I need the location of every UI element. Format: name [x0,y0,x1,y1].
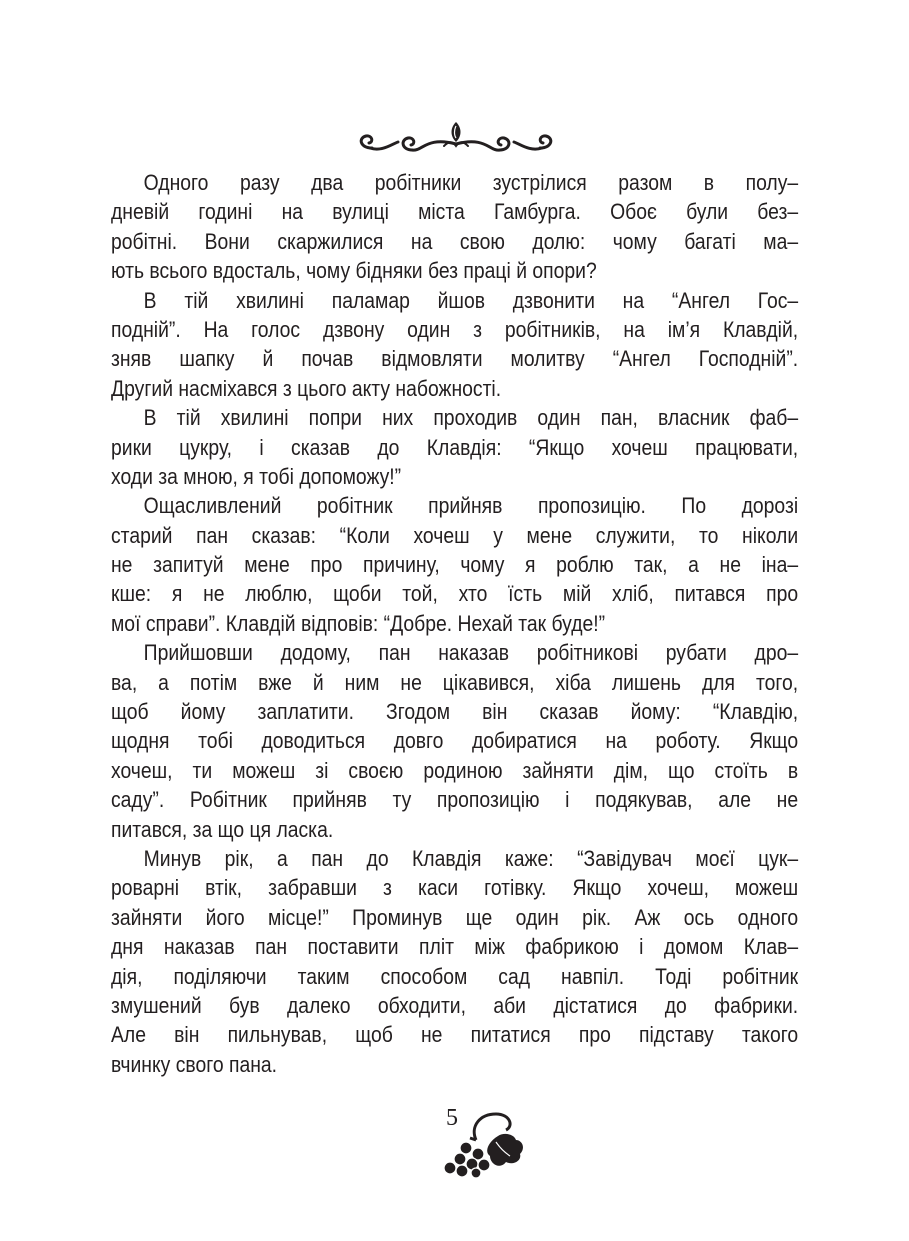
grape-vine-icon [440,1112,532,1178]
text-line: щоб йому заплатити. Згодом він сказав йому: “Клавдію, [111,699,799,725]
text-line: хочеш, ти можеш зі своєю родиною зайняти дім, що стоїть в [111,757,799,783]
scroll-flourish-icon [352,118,560,162]
text-line: не запитуй мене про причину, чому я роблю так, а не іна– [111,552,799,578]
text-line: дія, поділяючи таким способом сад навпіл. Тоді робітник [111,963,799,989]
text-line: робітні. Вони скаржилися на свою долю: чому багаті ма– [111,228,799,254]
paragraph [111,844,798,1079]
text-line: дня наказав пан поставити пліт між фабрикою і домом Клав– [111,934,799,960]
paragraph [111,491,798,638]
paragraph [111,638,798,844]
text-line: питався, за що ця ласка. [111,816,334,842]
text-line: ва, а потім вже й ним не цікавився, хіба лишень для того, [111,669,799,695]
text-line: мої справи”. Клавдій відповів: “Добре. Нехай так буде!” [111,610,606,636]
text-line: Другий насміхався з цього акту набожності. [111,375,502,401]
text-line: В тій хвилині паламар йшов дзвонити на “Ангел Гос– [143,287,799,313]
text-line: Ощасливлений робітник прийняв пропозицію. По дорозі [143,493,799,519]
text-line: подній”. На голос дзвону один з робітників, на ім’я Клавдій, [111,316,799,342]
text-line: роварні втік, забравши з каси готівку. Якщо хочеш, можеш [111,875,799,901]
text-line: Але він пильнував, щоб не питатися про підставу такого [111,1022,799,1048]
text-line: рики цукру, і сказав до Клавдія: “Якщо хочеш працювати, [111,434,799,460]
text-line: Прийшовши додому, пан наказав робітникові рубати дро– [143,640,799,666]
text-line: Минув рік, а пан до Клавдія каже: “Завідувач моєї цук– [143,845,799,871]
text-line: В тій хвилині попри них проходив один пан, власник фаб– [143,405,799,431]
text-line: вчинку свого пана. [111,1051,278,1077]
text-line: щодня тобі доводиться довго добиратися на роботу. Якщо [111,728,799,754]
body-text [111,168,799,1079]
text-line: Одного разу два робітники зустрілися разом в полу– [143,170,799,195]
text-line: саду”. Робітник прийняв ту пропозицію і подякував, але не [111,787,799,813]
text-line: кше: я не люблю, щоби той, хто їсть мій хліб, питався про [111,581,799,607]
paragraph [111,168,798,286]
text-line: дневій годині на вулиці міста Гамбурга. Обоє були без– [111,199,799,225]
text-line: зайняти його місце!” Проминув ще один рік. Аж ось одного [111,904,799,930]
text-line: змушений був далеко обходити, аби дістатися до фабрики. [111,992,799,1018]
text-line: зняв шапку й почав відмовляти молитву “Ангел Господній”. [111,346,799,372]
page-number: 5 [446,1105,458,1131]
text-line: старий пан сказав: “Коли хочеш у мене служити, то ніколи [111,522,799,548]
paragraph [111,286,798,404]
paragraph [111,403,798,491]
text-line: ходи за мною, я тобі допоможу!” [111,463,402,489]
text-line: ють всього вдосталь, чому бідняки без праці й опори? [111,258,597,284]
